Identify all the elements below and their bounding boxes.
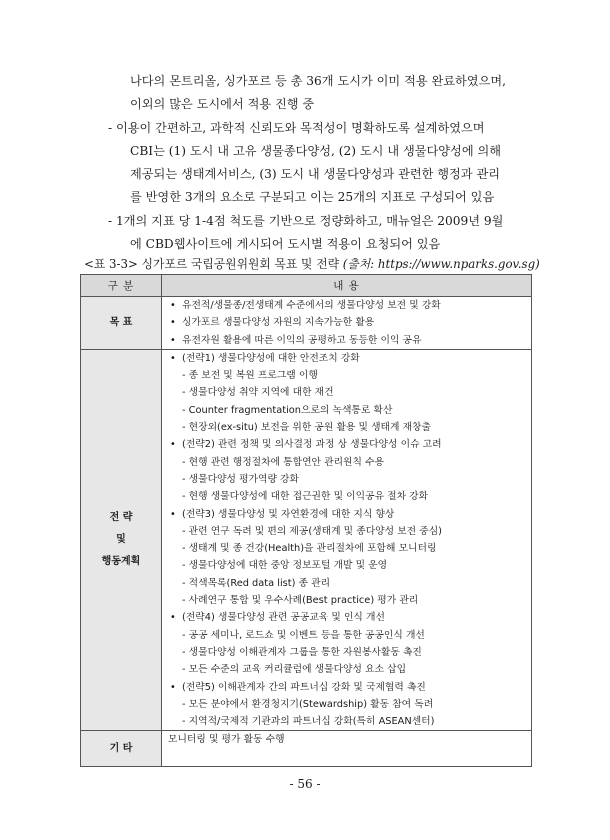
action-item [168, 540, 527, 557]
body-line: 제공되는 생태계서비스, (3) 도시 내 생물다양성과 관련한 행정과 관리 [130, 167, 501, 182]
bullet-icon: • [170, 439, 176, 451]
action-item [168, 627, 527, 644]
item-text: - 모든 분야에서 환경청지기(Stewardship) 활동 참여 독려 [182, 698, 434, 710]
action-item [168, 419, 527, 436]
item-text: - 지역적/국제적 기관과의 파트너십 강화(특히 ASEAN센터) [182, 716, 435, 728]
action-item [168, 557, 527, 574]
action-item [168, 696, 527, 713]
body-line: CBI는 (1) 도시 내 고유 생물종다양성, (2) 도시 내 생물다양성에 의해 [130, 143, 502, 158]
table-header-row [81, 275, 532, 297]
item-text: - 종 보전 및 복원 프로그램 이행 [182, 370, 318, 382]
goal-item-text: 유전자원 활용에 따른 이익의 공평하고 동등한 이익 공유 [182, 334, 422, 346]
bullet-icon: • [170, 352, 176, 364]
body-line: - 1개의 지표 당 1-4점 척도를 기반으로 정량화하고, 매뉴얼은 2009년 9월 [108, 213, 504, 228]
goals-content [162, 297, 532, 350]
action-item [168, 384, 527, 401]
table-caption [84, 255, 544, 272]
bullet-icon: • [170, 612, 176, 624]
etc-row [81, 731, 532, 767]
strategy-item [168, 436, 527, 453]
body-line: 에 CBD웹사이트에 게시되어 도시별 적용이 요청되어 있음 [130, 237, 441, 252]
item-text: - 공공 세미나, 로드쇼 및 이벤트 등을 통한 공공인식 개선 [182, 629, 425, 641]
action-item [168, 661, 527, 678]
goal-item [168, 297, 527, 314]
goal-item-text: 싱가포르 생물다양성 자원의 지속가능한 활용 [182, 317, 375, 329]
strategies-row [81, 349, 532, 731]
bullet-icon: • [170, 681, 176, 693]
strategies-content [162, 349, 532, 731]
bullet-icon: • [170, 300, 176, 311]
item-text: - 사례연구 통합 및 우수사례(Best practice) 평가 관리 [182, 595, 419, 607]
bullet-icon: • [170, 334, 176, 346]
header-content: 내 용 [162, 275, 532, 297]
etc-label: 기 타 [81, 731, 162, 767]
body-text [108, 70, 528, 256]
item-text: (전략1) 생물다양성에 대한 안전조치 강화 [182, 352, 360, 364]
item-text: - 생물다양성 이해관계자 그룹을 통한 자원봉사활동 촉진 [182, 646, 422, 658]
page-number: - 56 - [289, 777, 321, 791]
item-text: - 생물다양성 취약 지역에 대한 재건 [182, 387, 334, 399]
goal-item-text: 유전적/생물종/전생태계 수준에서의 생물다양성 보전 및 강화 [182, 300, 441, 311]
etc-content: 모니터링 및 평가 활동 수행 [162, 731, 532, 767]
strategy-item [168, 506, 527, 523]
strategy-item [168, 350, 527, 367]
body-line: - 이용이 간편하고, 과학적 신뢰도와 목적성이 명확하도록 설계하였으며 [108, 120, 485, 135]
strategies-label-line: 및 [116, 534, 126, 546]
item-text: - 생태계 및 종 건강(Health)을 관리절차에 포함해 모니터링 [182, 543, 437, 555]
action-item [168, 367, 527, 384]
caption-title: <표 3-3> 싱가포르 국립공원위원회 목표 및 전략 [84, 257, 343, 271]
item-text: - 현행 생물다양성에 대한 접근권한 및 이익공유 절차 강화 [182, 491, 429, 503]
bullet-icon: • [170, 317, 176, 329]
body-line: 이외의 많은 도시에서 적용 진행 중 [130, 97, 315, 112]
bullet-icon: • [170, 508, 176, 520]
action-item [168, 454, 527, 471]
strategy-table [80, 274, 532, 767]
strategies-label-line: 행동계획 [101, 556, 141, 568]
action-item [168, 713, 527, 730]
action-item [168, 644, 527, 661]
body-line: 나다의 몬트리올, 싱가포르 등 총 36개 도시가 이미 적용 완료하였으며, [130, 74, 506, 88]
goals-label: 목 표 [81, 297, 162, 350]
strategies-label [81, 349, 162, 731]
action-item [168, 488, 527, 505]
action-item [168, 402, 527, 419]
body-line: 를 반영한 3개의 요소로 구분되고 이는 25개의 지표로 구성되어 있음 [130, 190, 495, 205]
header-category: 구 분 [81, 275, 162, 297]
item-text: - 적색목록(Red data list) 종 관리 [182, 577, 331, 589]
item-text: (전략3) 생물다양성 및 자연환경에 대한 지식 향상 [182, 508, 395, 520]
item-text: - 현장외(ex-situ) 보전을 위한 공원 활용 및 생태계 재창출 [182, 422, 431, 434]
item-text: - Counter fragmentation으로의 녹색통로 확산 [182, 404, 393, 416]
item-text: - 생물다양성 평가역량 강화 [182, 473, 299, 485]
strategy-item [168, 609, 527, 626]
item-text: - 모든 수준의 교육 커리큘럼에 생물다양성 요소 삽입 [182, 664, 407, 676]
goal-item [168, 314, 527, 331]
item-text: - 현행 관련 행정절차에 통합연안 관리원칙 수용 [182, 456, 385, 468]
strategy-item [168, 679, 527, 696]
goals-row [81, 297, 532, 350]
action-item [168, 575, 527, 592]
item-text: (전략4) 생물다양성 관련 공공교육 및 인식 개선 [182, 612, 385, 624]
caption-source: (출처: https://www.nparks.gov.sg) [342, 257, 540, 271]
strategies-label-line: 전 략 [109, 512, 133, 524]
action-item [168, 471, 527, 488]
action-item [168, 523, 527, 540]
item-text: (전략2) 관련 정책 및 의사결정 과정 상 생물다양성 이슈 고려 [182, 439, 442, 451]
item-text: - 관련 연구 독려 및 편의 제공(생태계 및 종다양성 보전 중심) [182, 525, 442, 537]
item-text: - 생물다양성에 대한 중앙 정보포털 개발 및 운영 [182, 560, 388, 572]
goal-item [168, 332, 527, 349]
item-text: (전략5) 이해관계자 간의 파트너십 강화 및 국제협력 촉진 [182, 681, 426, 693]
action-item [168, 592, 527, 609]
